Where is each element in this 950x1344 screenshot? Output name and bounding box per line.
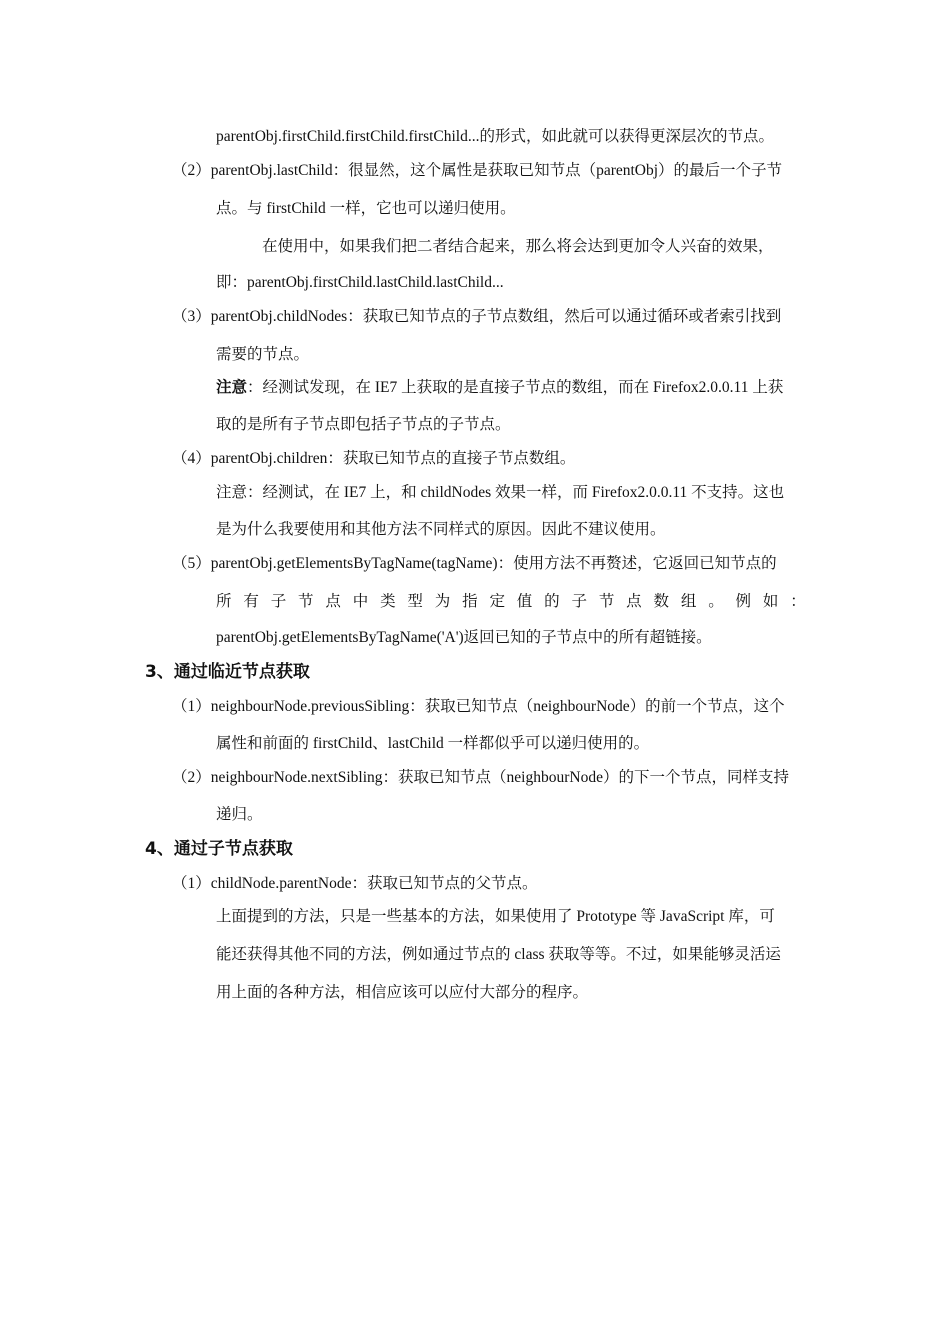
paragraph-line: 用上面的各种方法，相信应该可以应付大部分的程序。 — [216, 984, 589, 1001]
list-item-5-line: parentObj.getElementsByTagName('A')返回已知的子节点中的所有超链接。 — [216, 629, 712, 646]
list-item-line: （1）neighbourNode.previousSibling：获取已知节点（neighbourNode）的前一个节点，这个 — [172, 698, 785, 715]
note-line — [216, 378, 783, 398]
justified-char: 点 — [325, 593, 341, 610]
justified-char: 点 — [626, 593, 642, 610]
list-item-2-line: 在使用中，如果我们把二者结合起来，那么将会达到更加令人兴奋的效果， — [262, 238, 774, 255]
justified-char: 为 — [434, 593, 451, 610]
justified-char: 节 — [298, 593, 314, 610]
paragraph-line: parentObj.firstChild.firstChild.firstChild...的形式，如此就可以获得更深层次的节点。 — [216, 128, 774, 145]
justified-char: 指 — [462, 593, 478, 610]
section-heading-3: 3、通过临近节点获取 — [145, 662, 310, 682]
list-item-4-line: （4）parentObj.children：获取已知节点的直接子节点数组。 — [172, 450, 576, 467]
justified-char: 值 — [516, 593, 533, 610]
justified-char: 定 — [489, 593, 505, 610]
note-label: 注意 — [216, 379, 248, 396]
justified-char: 。 — [708, 593, 724, 610]
justified-char: 的 — [544, 593, 560, 610]
justified-char: ： — [790, 593, 806, 610]
note-text: ：经测试发现，在 IE7 上获取的是直接子节点的数组，而在 Firefox2.0.0.11 上获 — [247, 379, 784, 396]
list-item-line: 属性和前面的 firstChild、lastChild 一样都似乎可以递归使用的。 — [216, 735, 650, 752]
justified-char: 所 — [216, 593, 232, 610]
justified-char: 有 — [243, 593, 259, 610]
list-item-line: （1）childNode.parentNode：获取已知节点的父节点。 — [172, 875, 538, 892]
list-item-2-line: （2）parentObj.lastChild：很显然，这个属性是获取已知节点（parentObj）的最后一个子节 — [172, 162, 783, 179]
list-item-line: 递归。 — [216, 806, 263, 823]
justified-char: 组 — [680, 593, 697, 610]
list-item-4-line: 注意：经测试，在 IE7 上，和 childNodes 效果一样，而 Firefox2.0.0.11 不支持。这也 — [216, 484, 785, 501]
list-item-3-line: 需要的节点。 — [216, 346, 310, 363]
paragraph-line: 能还获得其他不同的方法，例如通过节点的 class 获取等等。不过，如果能够灵活运 — [216, 946, 781, 963]
justified-char: 数 — [653, 593, 670, 610]
section-heading-4: 4、通过子节点获取 — [145, 839, 293, 859]
list-item-line: （2）neighbourNode.nextSibling：获取已知节点（neighbourNode）的下一个节点，同样支持 — [172, 769, 789, 786]
list-item-2-line: 即：parentObj.firstChild.lastChild.lastChild... — [216, 274, 504, 291]
paragraph-line: 上面提到的方法，只是一些基本的方法，如果使用了 Prototype 等 JavaScript 库，可 — [216, 908, 775, 925]
list-item-5-line: （5）parentObj.getElementsByTagName(tagName)：使用方法不再赘述，它返回已知节点的 — [172, 555, 777, 572]
list-item-2-line: 点。与 firstChild 一样，它也可以递归使用。 — [216, 200, 516, 217]
list-item-4-line: 是为什么我要使用和其他方法不同样式的原因。因此不建议使用。 — [216, 521, 666, 538]
justified-char: 子 — [270, 593, 287, 610]
justified-char: 例 — [735, 593, 752, 610]
justified-char: 节 — [598, 593, 615, 610]
note-line: 取的是所有子节点即包括子节点的子节点。 — [216, 416, 511, 433]
justified-line — [216, 592, 806, 612]
justified-char: 如 — [762, 593, 779, 610]
justified-char: 中 — [352, 593, 369, 610]
list-item-3-line: （3）parentObj.childNodes：获取已知节点的子节点数组，然后可以通过循环或者索引找到 — [172, 308, 782, 325]
justified-char: 子 — [571, 593, 587, 610]
justified-char: 类 — [380, 593, 396, 610]
justified-char: 型 — [407, 593, 423, 610]
